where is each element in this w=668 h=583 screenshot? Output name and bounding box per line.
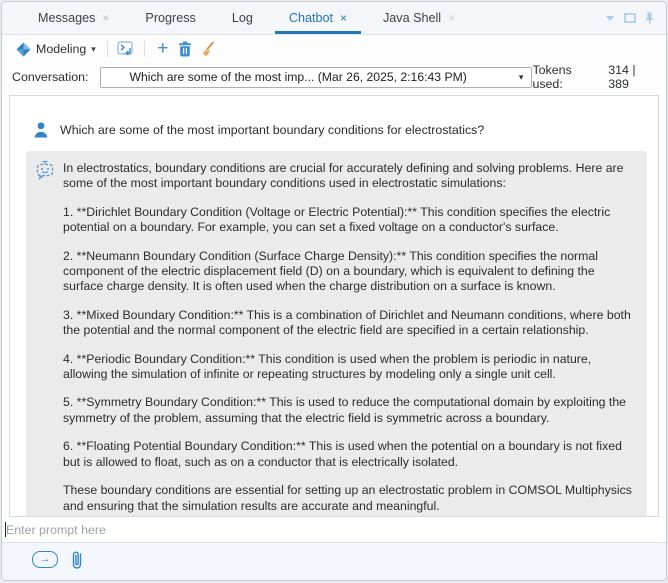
close-icon[interactable]: × — [448, 11, 456, 25]
plus-icon: + — [157, 37, 169, 59]
dropdown-menu-icon[interactable] — [605, 15, 615, 22]
chat-history-panel — [9, 95, 659, 517]
new-conversation-button[interactable] — [152, 38, 174, 60]
tab-chatbot[interactable] — [275, 2, 361, 34]
arrow-right-icon: → — [39, 553, 51, 565]
tokens-used-value: 314 | 389 — [608, 63, 636, 91]
tab-java-shell-label: Java Shell — [382, 11, 442, 25]
bot-paragraph: These boundary conditions are essential for setting up an electrostatic problem in COMSOL Multiphysics and ensuring that the simulation results are accurate and meaningful. — [63, 483, 632, 513]
tab-chatbot-label: Chatbot — [288, 11, 333, 25]
chevron-down-icon: ▾ — [518, 71, 524, 82]
bot-paragraph: 4. **Periodic Boundary Condition:** This condition is used when the problem is periodic in nature, allowing the simulation of infinite or repeating structures by modeling only a single unit cell. — [63, 351, 592, 382]
prompt-input-row — [2, 517, 666, 543]
paperclip-icon — [71, 550, 83, 570]
broom-icon — [199, 41, 215, 58]
conversation-bar — [2, 63, 666, 93]
bot-paragraph: 1. **Dirichlet Boundary Condition (Voltage or Electric Potential):** This condition specifies the electric potential on a boundary. For example, you can set a fixed voltage on a conductor's surface. — [63, 204, 611, 235]
tab-progress-label: Progress — [145, 11, 196, 25]
prompt-input[interactable] — [6, 523, 660, 537]
bot-paragraph: 5. **Symmetry Boundary Condition:** This is used to reduce the computational domain by exploiting the symmetry of the problem, assuming that the electric field is symmetric across a boundary. — [63, 395, 627, 425]
bot-paragraph: 2. **Neumann Boundary Condition (Surface Charge Density):** This condition specifies the normal component of the electric displacement field (D) on a boundary, which is equivalent to defining the surface charge density. It is often used when the charge distribution on a surface is known. — [63, 248, 598, 294]
insert-prompt-button[interactable] — [115, 38, 137, 60]
tokens-used-label: Tokens used: — [532, 63, 572, 91]
user-avatar-icon — [34, 122, 48, 138]
maximize-icon[interactable] — [624, 13, 636, 23]
modeling-diamond-icon — [16, 42, 31, 57]
clear-conversation-button[interactable] — [196, 38, 218, 60]
attach-file-button[interactable] — [71, 550, 83, 570]
user-message-row — [10, 96, 658, 149]
window-controls — [605, 2, 660, 34]
tokens-used — [532, 63, 656, 91]
tab-log-label: Log — [231, 11, 253, 25]
trash-icon — [178, 41, 192, 57]
bot-paragraph: 6. **Floating Potential Boundary Condition:** This is used when the potential on a boundary is not fixed but is allowed to float, such as on a conductor that is electrically isolated. — [63, 439, 622, 469]
toolbar-divider — [144, 41, 145, 57]
delete-conversation-button[interactable] — [174, 38, 196, 60]
tab-java-shell[interactable] — [369, 2, 469, 34]
bot-message-text — [63, 160, 635, 514]
tab-messages-label: Messages — [38, 11, 96, 25]
tab-bar — [2, 2, 666, 35]
conversation-selected-option: Which are some of the most imp... (Mar 26, 2025, 2:16:43 PM) — [129, 70, 467, 84]
close-icon[interactable]: × — [339, 11, 347, 25]
send-prompt-button[interactable] — [32, 551, 58, 568]
bot-message-bubble — [26, 151, 647, 517]
bot-paragraph: In electrostatics, boundary conditions are crucial for accurately defining and solving problems. Here are some of the most important boundary conditions used in electrostatic simulations: — [63, 161, 624, 191]
close-icon[interactable]: × — [102, 11, 110, 25]
chatbot-icon — [35, 160, 55, 180]
toolbar-divider — [107, 41, 108, 57]
tab-messages[interactable] — [24, 2, 123, 34]
tab-log[interactable] — [218, 2, 267, 34]
conversation-select[interactable] — [100, 67, 532, 88]
bot-paragraph: 3. **Mixed Boundary Condition:** This is a combination of Dirichlet and Neumann conditions, where both the potential and the normal component of the electric field are specified in a certain relationship. — [63, 307, 631, 338]
chevron-down-icon: ▾ — [91, 43, 96, 54]
prompt-footer-toolbar — [2, 543, 666, 580]
chatbot-window — [1, 1, 667, 581]
chatbot-toolbar — [2, 35, 666, 63]
user-message-text: Which are some of the most important boundary conditions for electrostatics? — [60, 123, 485, 137]
modeling-label: Modeling — [36, 42, 87, 56]
modeling-menu-button[interactable] — [12, 40, 100, 59]
conversation-label: Conversation: — [12, 70, 89, 84]
pin-icon[interactable] — [645, 12, 654, 24]
tab-progress[interactable] — [131, 2, 209, 34]
